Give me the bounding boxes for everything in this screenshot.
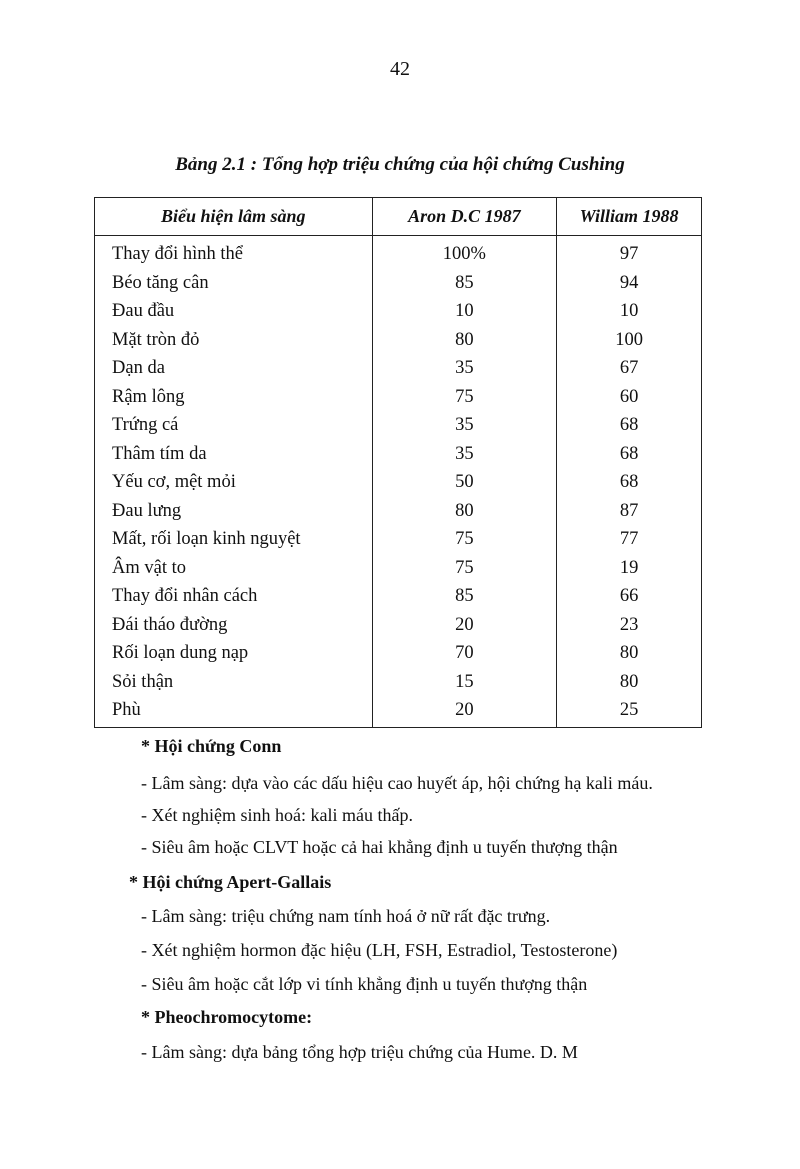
- cell-clinical-sign: Trứng cá: [95, 411, 373, 440]
- table-row: [95, 411, 702, 440]
- cell-aron-value: 35: [372, 440, 557, 469]
- section-line: - Lâm sàng: triệu chứng nam tính hoá ở nữ rất đặc trưng.: [141, 906, 551, 926]
- cell-clinical-sign: Thâm tím da: [95, 440, 373, 469]
- cell-clinical-sign: Đái tháo đường: [95, 611, 373, 640]
- cell-aron-value: 50: [372, 468, 557, 497]
- section-line: - Xét nghiệm hormon đặc hiệu (LH, FSH, Estradiol, Testosterone): [141, 940, 618, 960]
- table-row: [95, 468, 702, 497]
- cell-william-value: 67: [557, 354, 702, 383]
- cell-william-value: 10: [557, 297, 702, 326]
- table-row: [95, 611, 702, 640]
- cell-aron-value: 15: [372, 668, 557, 697]
- symptoms-table: [94, 197, 702, 728]
- table-row: [95, 236, 702, 269]
- table-row: [95, 297, 702, 326]
- cell-clinical-sign: Mặt tròn đỏ: [95, 326, 373, 355]
- cell-aron-value: 35: [372, 411, 557, 440]
- cell-clinical-sign: Sỏi thận: [95, 668, 373, 697]
- cell-william-value: 60: [557, 383, 702, 412]
- table-row: [95, 554, 702, 583]
- section-title-apert-gallais: * Hội chứng Apert-Gallais: [129, 872, 332, 892]
- cell-william-value: 97: [557, 236, 702, 269]
- table-header-row: [95, 198, 702, 236]
- cell-clinical-sign: Yếu cơ, mệt mỏi: [95, 468, 373, 497]
- cell-william-value: 25: [557, 696, 702, 727]
- cell-william-value: 94: [557, 269, 702, 298]
- table-row: [95, 383, 702, 412]
- cell-william-value: 68: [557, 468, 702, 497]
- cell-aron-value: 80: [372, 497, 557, 526]
- cell-aron-value: 75: [372, 554, 557, 583]
- cell-clinical-sign: Đau lưng: [95, 497, 373, 526]
- table-row: [95, 696, 702, 727]
- cell-william-value: 100: [557, 326, 702, 355]
- table-row: [95, 326, 702, 355]
- table-row: [95, 582, 702, 611]
- cell-aron-value: 10: [372, 297, 557, 326]
- cell-aron-value: 75: [372, 383, 557, 412]
- header-william-1988: William 1988: [557, 198, 702, 236]
- cell-william-value: 68: [557, 440, 702, 469]
- cell-clinical-sign: Mất, rối loạn kinh nguyệt: [95, 525, 373, 554]
- table-row: [95, 440, 702, 469]
- section-title-conn: * Hội chứng Conn: [141, 736, 282, 756]
- cell-aron-value: 20: [372, 611, 557, 640]
- cell-william-value: 23: [557, 611, 702, 640]
- cell-william-value: 80: [557, 668, 702, 697]
- table-caption: Bảng 2.1 : Tổng hợp triệu chứng của hội chứng Cushing: [175, 154, 625, 175]
- cell-clinical-sign: Âm vật to: [95, 554, 373, 583]
- cell-william-value: 87: [557, 497, 702, 526]
- cell-clinical-sign: Thay đổi hình thể: [95, 236, 373, 269]
- table-row: [95, 639, 702, 668]
- section-line: - Lâm sàng: dựa bảng tổng hợp triệu chứng của Hume. D. M: [141, 1042, 578, 1062]
- header-aron-1987: Aron D.C 1987: [372, 198, 557, 236]
- header-clinical-signs: Biểu hiện lâm sàng: [95, 198, 373, 236]
- section-line: - Siêu âm hoặc CLVT hoặc cả hai khẳng định u tuyến thượng thận: [141, 837, 618, 857]
- table-body: [95, 236, 702, 728]
- table-row: [95, 354, 702, 383]
- cell-aron-value: 75: [372, 525, 557, 554]
- section-line: - Xét nghiệm sinh hoá: kali máu thấp.: [141, 805, 413, 825]
- cell-aron-value: 80: [372, 326, 557, 355]
- table-row: [95, 269, 702, 298]
- cell-aron-value: 100%: [372, 236, 557, 269]
- cell-william-value: 68: [557, 411, 702, 440]
- cell-william-value: 19: [557, 554, 702, 583]
- cell-clinical-sign: Béo tăng cân: [95, 269, 373, 298]
- cell-clinical-sign: Phù: [95, 696, 373, 727]
- section-title-pheochromocytome: * Pheochromocytome:: [141, 1007, 313, 1027]
- cell-william-value: 77: [557, 525, 702, 554]
- cell-clinical-sign: Dạn da: [95, 354, 373, 383]
- cell-aron-value: 85: [372, 582, 557, 611]
- cell-clinical-sign: Thay đổi nhân cách: [95, 582, 373, 611]
- cell-william-value: 80: [557, 639, 702, 668]
- cell-william-value: 66: [557, 582, 702, 611]
- cell-aron-value: 35: [372, 354, 557, 383]
- page-number: 42: [390, 58, 410, 80]
- cell-clinical-sign: Đau đầu: [95, 297, 373, 326]
- table-row: [95, 525, 702, 554]
- table-row: [95, 668, 702, 697]
- cell-aron-value: 85: [372, 269, 557, 298]
- cell-clinical-sign: Rậm lông: [95, 383, 373, 412]
- section-line: - Siêu âm hoặc cắt lớp vi tính khẳng định u tuyến thượng thận: [141, 974, 588, 994]
- cell-clinical-sign: Rối loạn dung nạp: [95, 639, 373, 668]
- section-line: - Lâm sàng: dựa vào các dấu hiệu cao huyết áp, hội chứng hạ kali máu.: [141, 773, 653, 793]
- cell-aron-value: 20: [372, 696, 557, 727]
- cell-aron-value: 70: [372, 639, 557, 668]
- table-row: [95, 497, 702, 526]
